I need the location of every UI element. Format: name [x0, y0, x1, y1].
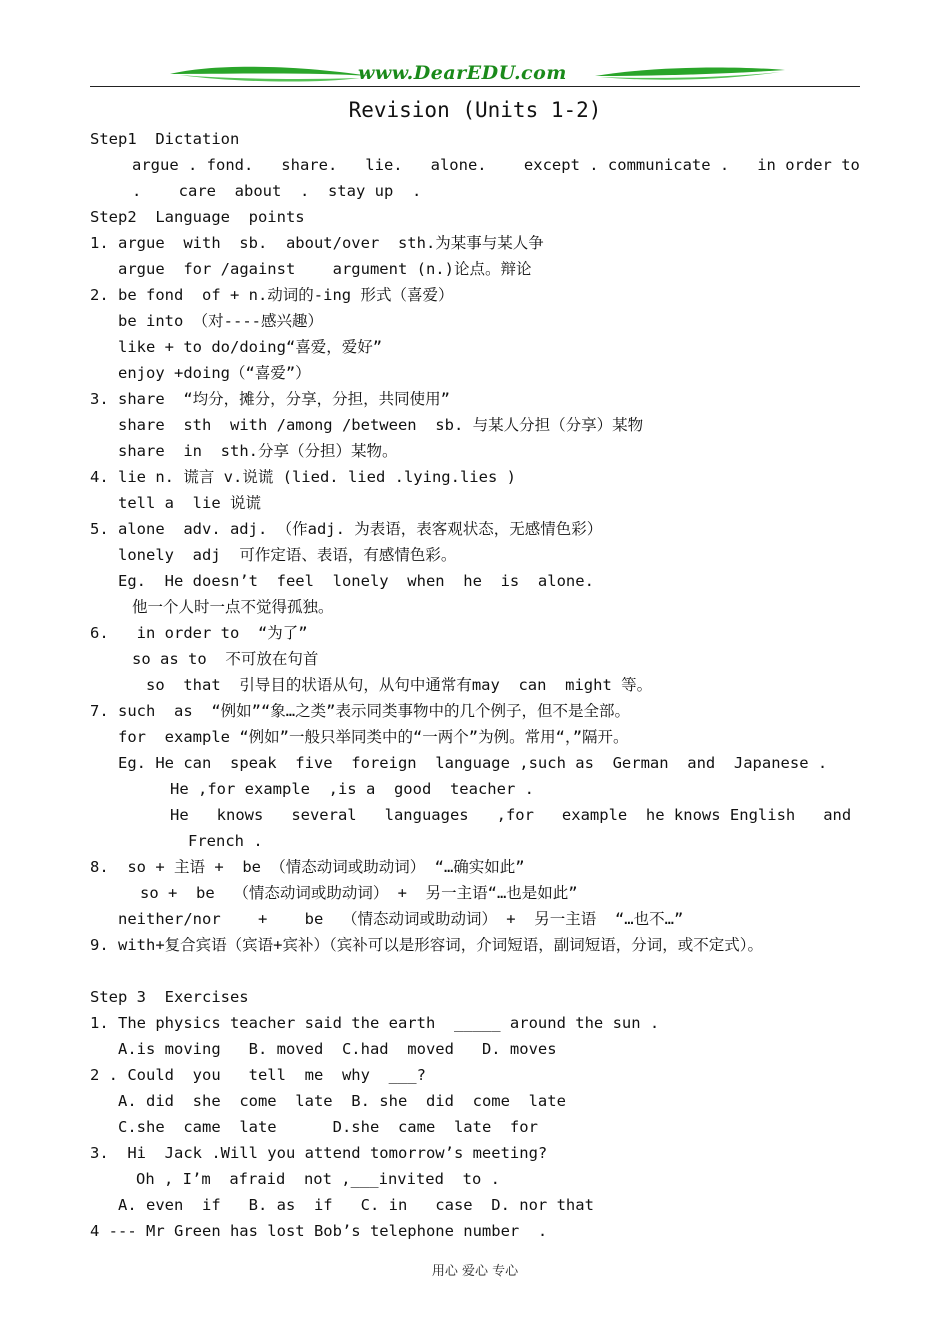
text-line: 6. in order to “为了”	[90, 624, 308, 642]
text-line: A.is moving B. moved C.had moved D. moves	[118, 1040, 557, 1058]
text-line: 9. with+复合宾语（宾语+宾补）（宾补可以是形容词，介词短语，副词短语，分词，或不定式）。	[90, 936, 763, 954]
text-line: Eg. He can speak five foreign language ,such as German and Japanese .	[118, 754, 828, 772]
text-line: 3. Hi Jack .Will you attend tomorrow’s meeting?	[90, 1144, 548, 1162]
text-line: Step 3 Exercises	[90, 988, 249, 1006]
text-line: 他一个人时一点不觉得孤独。	[132, 598, 334, 616]
text-line: 5. alone adv. adj. （作adj. 为表语，表客观状态，无感情色彩）	[90, 520, 603, 538]
text-line: Step1 Dictation	[90, 130, 240, 148]
text-line: C.she came late D.she came late for	[118, 1118, 538, 1136]
text-line: 1. argue with sb. about/over sth.为某事与某人争	[90, 234, 544, 252]
text-line: Oh , I’m afraid not ,___invited to .	[136, 1170, 500, 1188]
text-line: . care about . stay up .	[132, 182, 422, 200]
text-line	[90, 958, 870, 984]
page-header	[90, 58, 860, 90]
page-footer: 用心 爱心 专心	[431, 1264, 519, 1279]
header-rule	[90, 86, 860, 87]
text-line: Step2 Language points	[90, 208, 305, 226]
right-swoosh-icon	[595, 62, 785, 86]
text-line: A. even if B. as if C. in case D. nor that	[118, 1196, 594, 1214]
text-line: 4 --- Mr Green has lost Bob’s telephone number .	[90, 1222, 548, 1240]
left-swoosh-icon	[170, 62, 370, 86]
text-line: 3. share “均分，摊分，分享，分担，共同使用”	[90, 390, 450, 408]
site-logo: www.DearEDU.com	[358, 62, 567, 84]
text-line: French .	[188, 832, 263, 850]
text-line: be into （对----感兴趣）	[118, 312, 323, 330]
text-line: so as to 不可放在句首	[132, 650, 319, 668]
text-line: 4. lie n. 谎言 v.说谎 (lied. lied .lying.lies )	[90, 468, 516, 486]
text-line: Eg. He doesn’t feel lonely when he is alone.	[118, 572, 594, 590]
text-line: A. did she come late B. she did come late	[118, 1092, 566, 1110]
text-line: neither/nor + be （情态动词或助动词） + 另一主语 “…也不…”	[118, 910, 684, 928]
text-line: so + be （情态动词或助动词） + 另一主语“…也是如此”	[140, 884, 578, 902]
document-body	[90, 126, 870, 1244]
page-title: Revision (Units 1-2)	[348, 98, 602, 122]
text-line: 2 . Could you tell me why ___?	[90, 1066, 426, 1084]
text-line: argue . fond. share. lie. alone. except . communicate . in order to	[132, 156, 860, 174]
text-line: argue for /against argument (n.)论点。辩论	[118, 260, 532, 278]
text-line: 7. such as “例如”“象…之类”表示同类事物中的几个例子，但不是全部。	[90, 702, 630, 720]
text-line: 8. so + 主语 + be （情态动词或助动词） “…确实如此”	[90, 858, 525, 876]
text-line: for example “例如”一般只举同类中的“一两个”为例。常用“，”隔开。	[118, 728, 629, 746]
text-line: He knows several languages ,for example he knows English and	[170, 806, 852, 824]
text-line: He ,for example ,is a good teacher .	[170, 780, 534, 798]
text-line: lonely adj 可作定语、表语，有感情色彩。	[118, 546, 457, 564]
text-line: 2. be fond of + n.动词的-ing 形式（喜爱）	[90, 286, 454, 304]
text-line: like + to do/doing“喜爱，爱好”	[118, 338, 383, 356]
text-line: tell a lie 说谎	[118, 494, 261, 512]
text-line: share in sth.分享（分担）某物。	[118, 442, 398, 460]
text-line: enjoy +doing（“喜爱”）	[118, 364, 311, 382]
text-line: so that 引导目的状语从句，从句中通常有may can might 等。	[146, 676, 653, 694]
text-line: 1. The physics teacher said the earth _____ around the sun .	[90, 1014, 660, 1032]
text-line: share sth with /among /between sb. 与某人分担（分享）某物	[118, 416, 644, 434]
